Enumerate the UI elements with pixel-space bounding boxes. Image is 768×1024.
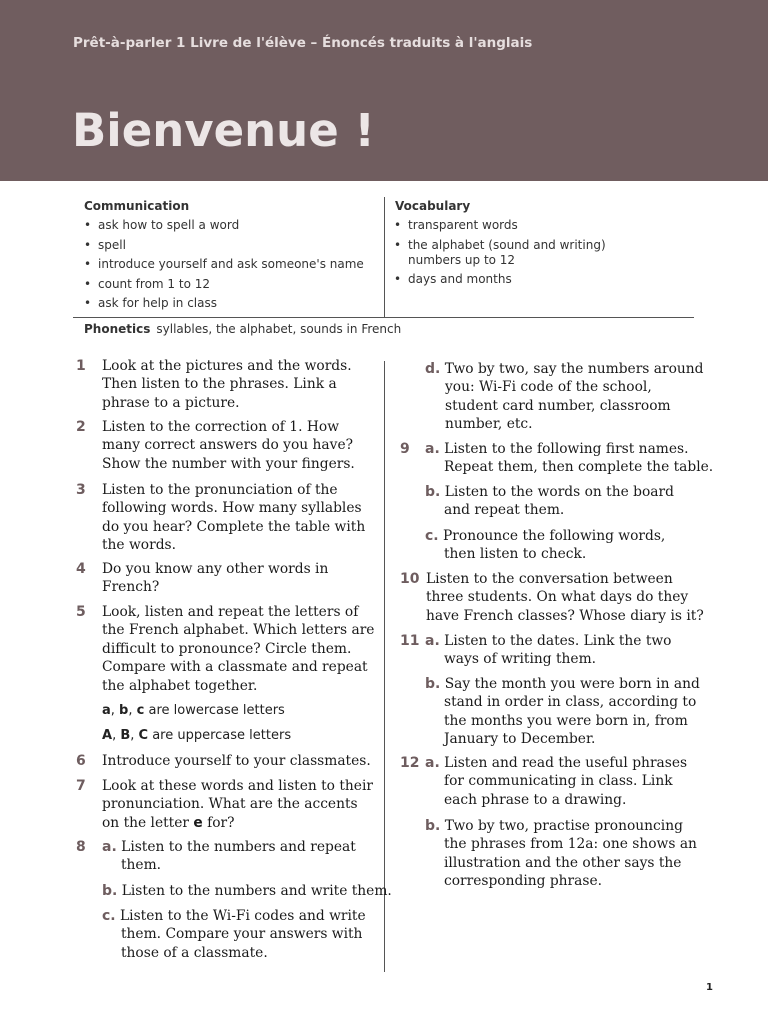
exercise-3: [102, 481, 365, 555]
text-line: student card number, classroom: [445, 397, 671, 414]
exercise-8c: [102, 907, 366, 962]
text-line: corresponding phrase.: [444, 873, 603, 890]
text-line: you: Wi-Fi code of the school,: [445, 379, 652, 396]
text-line: and repeat them.: [444, 502, 565, 519]
exercise-9c: [425, 527, 665, 564]
text-line: Repeat them, then complete the table.: [444, 459, 714, 476]
exercise-number: 5: [76, 604, 86, 620]
communication-list: [84, 218, 374, 316]
text-fragment: Two by two, say the numbers around: [444, 361, 704, 377]
text-line: Listen to the pronunciation of the: [102, 482, 338, 498]
text-fragment: Listen and read the useful phrases: [444, 755, 688, 771]
phonetics-label: Phonetics: [84, 322, 151, 336]
text-line: difficult to pronounce? Circle them.: [102, 640, 352, 657]
list-item-continuation: [394, 253, 684, 268]
list-item-line: the alphabet (sound and writing): [408, 237, 606, 252]
sub-letter: a.: [102, 839, 117, 855]
list-item-line: numbers up to 12: [408, 252, 516, 267]
text-line: Do you know any other words in: [102, 561, 329, 577]
text-line: [425, 632, 671, 650]
letter-b: b: [119, 703, 129, 718]
text-fragment: Listen to the dates. Link the two: [444, 633, 672, 649]
text-line: Then listen to the phrases. Link a: [102, 376, 337, 393]
letter-c: c: [136, 703, 145, 718]
text-line: phrase to a picture.: [102, 394, 240, 411]
exercise-number: 3: [76, 482, 86, 498]
text-fragment: for?: [202, 814, 235, 831]
exercise-4: [102, 560, 328, 597]
lowercase-note: [102, 703, 285, 718]
list-item: • count from 1 to 12: [84, 277, 374, 292]
text-line: [102, 907, 366, 925]
exercise-number: 2: [76, 419, 86, 435]
separator: ,: [130, 728, 139, 743]
text-line: then listen to check.: [444, 546, 587, 563]
sub-letter: a.: [425, 755, 440, 771]
uppercase-note: [102, 728, 291, 743]
list-item: • introduce yourself and ask someone's name: [84, 257, 374, 272]
text-line: each phrase to a drawing.: [444, 791, 627, 808]
text-line: the alphabet together.: [102, 677, 258, 694]
letter-a: A: [102, 728, 113, 743]
sub-letter: b.: [102, 883, 118, 899]
exercise-12b: [425, 817, 697, 891]
exercise-number: 4: [76, 561, 86, 577]
text-line: January to December.: [444, 731, 596, 748]
letter-e: e: [193, 814, 203, 831]
exercise-number: 6: [76, 753, 86, 769]
text-fragment: Listen to the Wi-Fi codes and write: [120, 908, 366, 924]
list-item: • transparent words: [394, 218, 684, 233]
list-item: • ask how to spell a word: [84, 218, 374, 233]
exercise-number: 11: [400, 633, 420, 649]
unit-title: Bienvenue !: [72, 104, 375, 157]
text-line: the French alphabet. Which letters are: [102, 622, 375, 639]
sub-letter: a.: [425, 441, 440, 457]
text-line: [102, 838, 356, 856]
list-item: [394, 238, 684, 253]
exercise-7: [102, 777, 373, 832]
column-divider: [384, 361, 385, 972]
list-item: • ask for help in class: [84, 296, 374, 311]
text-fragment: Listen to the numbers and repeat: [121, 839, 356, 855]
text-line: Listen to the correction of 1. How: [102, 419, 339, 435]
exercise-1: [102, 357, 352, 412]
sub-letter: b.: [425, 818, 441, 834]
exercise-10: [426, 570, 704, 625]
exercise-9a: [425, 440, 713, 477]
text-line: those of a classmate.: [121, 944, 268, 961]
text-line: the months you were born in, from: [444, 712, 688, 729]
exercise-12a: [425, 754, 687, 809]
sub-letter: d.: [425, 361, 441, 377]
text-line: Listen to the conversation between: [426, 571, 673, 587]
exercise-11a: [425, 632, 671, 669]
text-fragment: Listen to the words on the board: [444, 484, 674, 500]
text-line: them. Compare your answers with: [121, 926, 363, 943]
letter-c: C: [138, 728, 149, 743]
text-fragment: Say the month you were born in and: [444, 676, 700, 692]
text-line: Look at these words and listen to their: [102, 778, 373, 794]
text-line: number, etc.: [445, 416, 533, 433]
note-text: are lowercase letters: [144, 703, 285, 718]
text-line: Show the number with your fingers.: [102, 455, 355, 472]
objectives-rule: [73, 317, 694, 318]
text-line: Compare with a classmate and repeat: [102, 659, 368, 676]
text-line: [425, 675, 700, 693]
exercise-number: 10: [400, 571, 420, 587]
text-line: following words. How many syllables: [102, 500, 362, 517]
letter-a: a: [102, 703, 111, 718]
text-fragment: Two by two, practise pronouncing: [444, 818, 683, 834]
exercise-number: 12: [400, 755, 420, 771]
list-item: • spell: [84, 238, 374, 253]
text-line: many correct answers do you have?: [102, 437, 354, 454]
text-line: [425, 360, 704, 378]
exercise-9b: [425, 483, 674, 520]
exercise-11b: [425, 675, 700, 749]
text-line: ways of writing them.: [444, 651, 597, 668]
text-line: do you hear? Complete the table with: [102, 518, 366, 535]
phonetics-line: [84, 322, 401, 336]
exercise-6: [102, 752, 371, 770]
sub-letter: a.: [425, 633, 440, 649]
exercise-number: 8: [76, 839, 86, 855]
list-item: • days and months: [394, 272, 684, 287]
text-line: [425, 817, 697, 835]
sub-letter: b.: [425, 484, 441, 500]
book-subtitle: Prêt-à-parler 1 Livre de l'élève – Énoncés traduits à l'anglais: [73, 35, 533, 51]
separator: ,: [110, 703, 120, 718]
text-line: [102, 882, 392, 900]
sub-letter: b.: [425, 676, 441, 692]
text-fragment: Listen to the following first names.: [444, 441, 689, 457]
text-line: them.: [121, 857, 162, 874]
text-line: stand in order in class, according to: [444, 694, 697, 711]
separator: ,: [128, 703, 137, 718]
communication-heading: Communication: [84, 199, 190, 213]
text-line: Look, listen and repeat the letters of: [102, 604, 359, 620]
exercise-8b: [102, 882, 392, 900]
letter-b: B: [120, 728, 131, 743]
vocabulary-heading: Vocabulary: [395, 199, 471, 213]
text-line: have French classes? Whose diary is it?: [426, 607, 704, 624]
exercise-number: 9: [400, 441, 410, 457]
exercise-2: [102, 418, 355, 473]
text-line: [425, 527, 665, 545]
page-number: 1: [706, 982, 713, 993]
exercise-number: 7: [76, 778, 86, 794]
text-fragment: on the letter: [102, 814, 194, 831]
note-text: are uppercase letters: [148, 728, 292, 743]
text-line: [425, 483, 674, 501]
text-line: [425, 754, 687, 772]
sub-letter: c.: [425, 528, 439, 544]
exercise-5: [102, 603, 374, 695]
text-line: the words.: [102, 537, 176, 554]
exercise-number: 1: [76, 358, 86, 374]
text-line: the phrases from 12a: one shows an: [444, 836, 697, 853]
text-fragment: Pronounce the following words,: [443, 528, 666, 544]
text-line: Look at the pictures and the words.: [102, 358, 352, 374]
phonetics-text: syllables, the alphabet, sounds in French: [156, 322, 402, 336]
exercise-8d: [425, 360, 704, 434]
text-line: Introduce yourself to your classmates.: [102, 753, 371, 769]
sub-letter: c.: [102, 908, 116, 924]
text-line: for communicating in class. Link: [444, 773, 673, 790]
text-line: [102, 814, 373, 832]
text-line: [425, 440, 713, 458]
text-line: illustration and the other says the: [444, 854, 682, 871]
text-fragment: Listen to the numbers and write them.: [121, 883, 392, 899]
text-line: three students. On what days do they: [426, 589, 689, 606]
text-line: pronunciation. What are the accents: [102, 796, 358, 813]
separator: ,: [112, 728, 121, 743]
vocabulary-list: [394, 218, 684, 292]
exercise-8a: [102, 838, 356, 875]
text-line: French?: [102, 579, 160, 596]
objectives-divider: [384, 197, 385, 317]
